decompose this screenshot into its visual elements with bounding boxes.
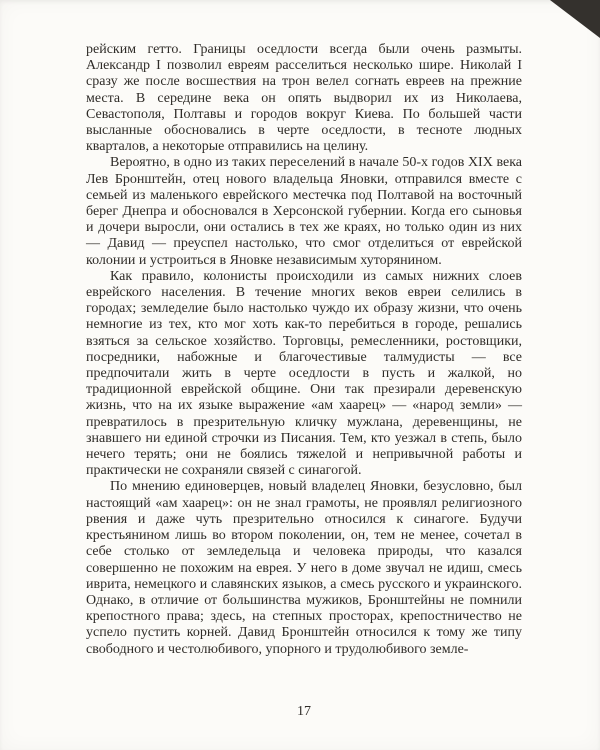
- paragraph: Вероятно, в одно из таких переселений в начале 50-х годов XIX века Лев Бронштейн, отец нового владельца Яновки, отправился вместе с семьей из маленького еврейского местечка под Полтавой на восточный берег Днепра и обосновался в Херсонской губернии. Когда его сыновья и дочери выросли, они остались в тех же краях, но только один из них — Давид — преуспел настолько, что смог отделиться от еврейской колонии и устроиться в Яновке независимым хуторянином.: [86, 155, 522, 268]
- paragraph: Как правило, колонисты происходили из самых нижних слоев еврейского населения. В течение многих веков евреи селились в городах; земледелие было настолько чуждо их образу жизни, что очень немногие из тех, кто мог хоть как-то перебиться в городе, решались взяться за сельское хозяйство. Торговцы, ремесленники, ростовщики, посредники, набожные и благочестивые талмудисты — все предпочитали жить в черте оседлости в пусть и жалкой, но традиционной еврейской общине. Они так презирали деревенскую жизнь, что на их языке выражение «ам хаарец» — «народ земли» — превратилось в презрительную кличку мужлана, деревенщины, не знавшего ни единой строчки из Писания. Тем, кто уезжал в степь, было нечего терять; они не боялись тяжелой и непривычной работы и практически не сохраняли связей с синагогой.: [86, 268, 522, 479]
- paragraph: По мнению единоверцев, новый владелец Яновки, безусловно, был настоящий «ам хаарец»: он не знал грамоты, не проявлял религиозного рвения и даже чуть презрительно относился к синагоге. Будучи крестьянином лишь во втором поколении, он, тем не менее, сочетал в себе столько от земледельца и человека природы, что казался совершенно не похожим на еврея. У него в доме звучал не идиш, смесь иврита, немецкого и славянских языков, а смесь русского и украинского. Однако, в отличие от большинства мужиков, Бронштейны не помнили крепостного права; здесь, на степных просторах, крепостничество не успело пустить корней. Давид Бронштейн относился к тому же типу свободного и честолюбивого, упорного и трудолюбивого земле-: [86, 479, 522, 657]
- page-text-block: [86, 42, 522, 658]
- paragraph: рейским гетто. Границы оседлости всегда были очень размыты. Александр I позволил евреям расселиться несколько шире. Николай I сразу же после восшествия на трон велел согнать евреев на прежние места. В середине века он опять выдворил их из Николаева, Севастополя, Полтавы и городов вокруг Киева. По большей части высланные обосновались в черте оседлости, в тесноте людных кварталов, а некоторые отправились на целину.: [86, 42, 522, 155]
- page-corner-shadow: [550, 0, 600, 38]
- page-number: 17: [297, 704, 311, 719]
